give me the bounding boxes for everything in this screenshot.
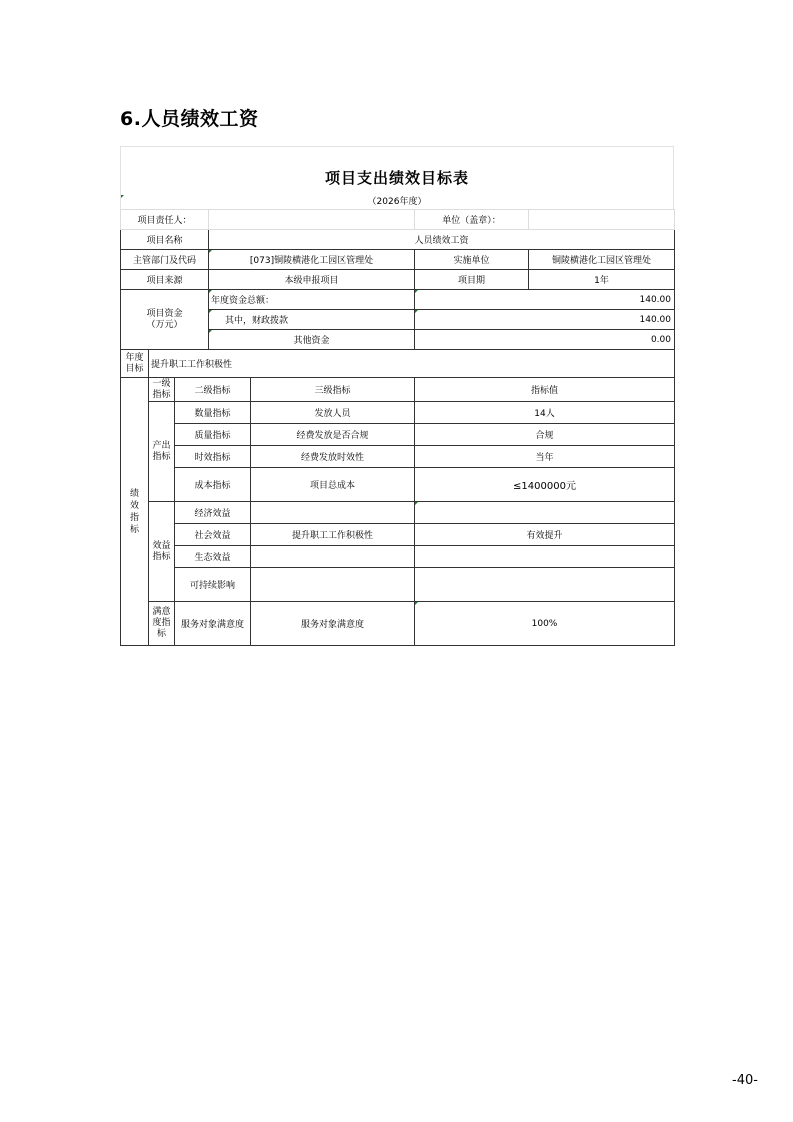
project-name-value: 人员绩效工资 [209, 230, 675, 250]
row-value [415, 568, 675, 602]
dept-label: 主管部门及代码 [121, 250, 209, 270]
row-level2: 可持续影响 [175, 568, 251, 602]
impl-label: 实施单位 [415, 250, 529, 270]
performance-table [120, 209, 675, 646]
funds-other-value: 0.00 [415, 330, 675, 350]
owner-value [209, 210, 415, 230]
section-title: 6.人员绩效工资 [120, 108, 259, 130]
funds-total-label: 年度资金总额： [209, 290, 415, 310]
row-level3 [251, 568, 415, 602]
row-level2: 成本指标 [175, 468, 251, 502]
performance-target-sheet [120, 146, 674, 646]
row-value: 14人 [415, 402, 675, 424]
row-level3: 提升职工工作积极性 [251, 524, 415, 546]
dept-row [121, 250, 675, 270]
page-number: -40- [732, 1073, 758, 1088]
row-value: 合规 [415, 424, 675, 446]
header-level3: 三级指标 [251, 378, 415, 402]
header-level2: 二级指标 [175, 378, 251, 402]
funds-label: 项目资金 （万元） [121, 290, 209, 350]
table-row [121, 468, 675, 502]
header-level1: 一级 指标 [149, 378, 175, 402]
indicator-header-row [121, 378, 675, 402]
indicators-label: 绩 效 指 标 [121, 378, 149, 646]
owner-row [121, 210, 675, 230]
row-level3 [251, 546, 415, 568]
annual-goal-row [121, 350, 675, 378]
table-row [121, 602, 675, 646]
table-row [121, 424, 675, 446]
project-name-row [121, 230, 675, 250]
table-row [121, 502, 675, 524]
row-value: 100% [415, 602, 675, 646]
funds-fiscal-label: 其中，财政拨款 [209, 310, 415, 330]
table-row [121, 568, 675, 602]
row-level3: 项目总成本 [251, 468, 415, 502]
row-level3: 经费发放时效性 [251, 446, 415, 468]
row-level3 [251, 502, 415, 524]
row-level3: 服务对象满意度 [251, 602, 415, 646]
header-value: 指标值 [415, 378, 675, 402]
period-label: 项目期 [415, 270, 529, 290]
row-level2: 服务对象满意度 [175, 602, 251, 646]
table-year: （2026年度） [120, 195, 674, 209]
dept-value: [073]铜陵横港化工园区管理处 [209, 250, 415, 270]
funds-total-value: 140.00 [415, 290, 675, 310]
row-level2: 质量指标 [175, 424, 251, 446]
unit-label: 单位（盖章）： [415, 210, 529, 230]
table-row [121, 402, 675, 424]
source-value: 本级申报项目 [209, 270, 415, 290]
row-value: 当年 [415, 446, 675, 468]
source-label: 项目来源 [121, 270, 209, 290]
row-value [415, 502, 675, 524]
funds-other-label: 其他资金 [209, 330, 415, 350]
row-level2: 时效指标 [175, 446, 251, 468]
row-value: 有效提升 [415, 524, 675, 546]
source-row [121, 270, 675, 290]
row-level2: 社会效益 [175, 524, 251, 546]
owner-label: 项目责任人： [121, 210, 209, 230]
table-row [121, 446, 675, 468]
row-value [415, 546, 675, 568]
row-level3: 经费发放是否合规 [251, 424, 415, 446]
row-level2: 数量指标 [175, 402, 251, 424]
impl-value: 铜陵横港化工园区管理处 [529, 250, 675, 270]
row-value: ≤1400000元 [415, 468, 675, 502]
annual-goal-value: 提升职工工作积极性 [149, 350, 675, 378]
group-level1-output: 产出 指标 [149, 402, 175, 502]
row-level2: 经济效益 [175, 502, 251, 524]
table-row [121, 524, 675, 546]
sheet-top-blank [120, 146, 674, 161]
row-level2: 生态效益 [175, 546, 251, 568]
table-row [121, 546, 675, 568]
group-level1-satisfaction: 满意 度指 标 [149, 602, 175, 646]
group-level1-benefit: 效益 指标 [149, 502, 175, 602]
project-name-label: 项目名称 [121, 230, 209, 250]
unit-value [529, 210, 675, 230]
funds-total-row [121, 290, 675, 310]
funds-fiscal-value: 140.00 [415, 310, 675, 330]
period-value: 1年 [529, 270, 675, 290]
table-title: 项目支出绩效目标表 [120, 161, 674, 195]
annual-goal-label: 年度 目标 [121, 350, 149, 378]
row-level3: 发放人员 [251, 402, 415, 424]
